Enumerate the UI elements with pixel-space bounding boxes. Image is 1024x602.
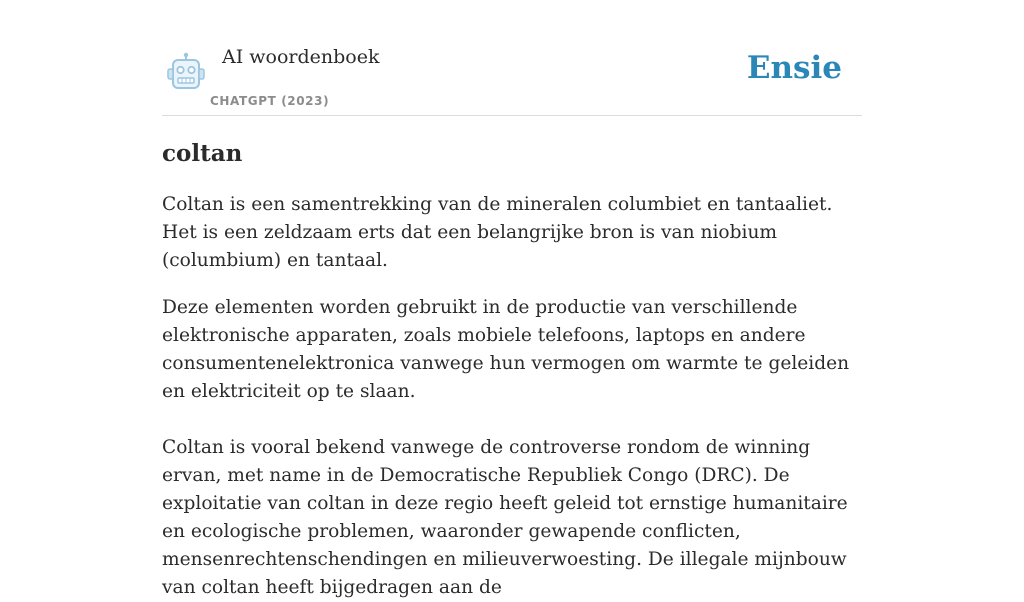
definition-paragraph: Coltan is een samentrekking van de mineralen columbiet en tantaaliet. Het is een zeldzaam erts dat een belangrijke bron is van niobium (columbium) en tantaal. xyxy=(162,194,833,271)
entry-term: coltan xyxy=(162,140,243,167)
definition-paragraph: Deze elementen worden gebruikt in de productie van verschillende elektronische apparaten, zoals mobiele telefoons, laptops en andere consumentenelektronica vanwege hun vermogen om warmte te geleiden en elektriciteit op te slaan. xyxy=(162,297,850,402)
entry-header xyxy=(162,0,862,116)
brand-logo[interactable]: Ensie xyxy=(746,50,842,86)
source-subtitle: CHATGPT (2023) xyxy=(210,94,330,108)
entry-page xyxy=(162,0,862,598)
source-title[interactable]: AI woordenboek xyxy=(222,46,380,68)
entry-definition xyxy=(162,191,862,602)
robot-icon xyxy=(166,52,206,90)
definition-paragraph: Coltan is vooral bekend vanwege de controverse rondom de winning ervan, met name in de Democratische Republiek Congo (DRC). De exploitatie van coltan in deze regio heeft geleid tot ernstige humanitaire en ecologische problemen, waaronder gewapende conflicten, mensenrechtenschendingen en milieuverwoesting. De illegale mijnbouw van coltan heeft bijgedragen aan de xyxy=(162,437,848,598)
